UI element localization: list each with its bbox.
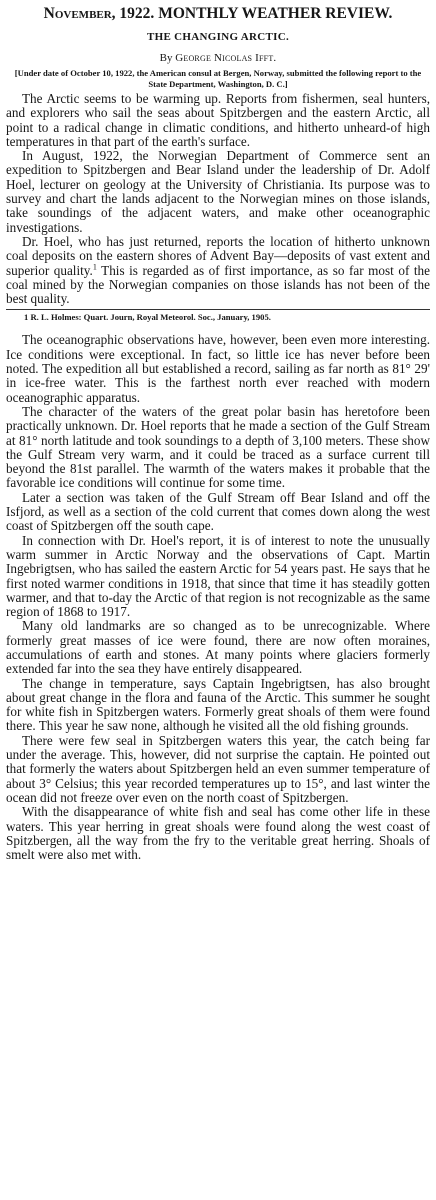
byline-prefix: By [159, 52, 173, 64]
running-header [6, 4, 430, 24]
footnote-divider [6, 309, 430, 310]
paragraph: With the disappearance of white fish and seal has come other life in these waters. This year herring in great shoals were found along the west coast of Spitzbergen, all the way from the fry to the veritable great herring. Shoals of smelt were also met with. [6, 804, 430, 863]
footnote-reference[interactable]: 1 [92, 262, 97, 272]
paragraph: In August, 1922, the Norwegian Department of Commerce sent an expedition to Spitzbergen and Bear Island under the leadership of Dr. Adolf Hoel, lecturer on geology at the University of Christiania. Its purpose was to survey and chart the lands adjacent to the Norwegian mines on those islands, take soundings of the adjacent waters, and make other oceanographic investigations. [6, 148, 430, 235]
paragraph: Many old landmarks are so changed as to be unrecognizable. Where formerly great masses of ice were found, there are now often moraines, accumulations of earth and stones. At many points where glaciers formerly extended far into the sea they have entirely disappeared. [6, 618, 430, 677]
paragraph-text: Dr. Hoel, who has just returned, reports the location of hitherto unknown coal deposits on the eastern shores of Advent Bay—deposits of vast extent and superior quality. [6, 233, 430, 278]
author-name: George Nicolas Ifft. [175, 52, 277, 64]
article-body-top [6, 92, 430, 306]
footnote: 1 R. L. Holmes: Quart. Journ, Royal Meteorol. Soc., January, 1905. [24, 312, 271, 323]
paragraph: There were few seal in Spitzbergen waters this year, the catch being far under the average. This, however, did not surprise the captain. He pointed out that formerly the waters about Spitzbergen held an even summer temperature of about 3° Celsius; this year recorded temperatures up to 15°, and last winter the ocean did not freeze over even on the north coast of Spitzbergen. [6, 732, 430, 805]
submission-note: [Under date of October 10, 1922, the American consul at Bergen, Norway, submitted the following report to the State Department, Washington, D. C.] [14, 68, 422, 89]
paragraph: The oceanographic observations have, however, been even more interesting. Ice conditions were exceptional. In fact, so little ice has never before been noted. The expedition all but established a record, sailing as far north as 81° 29' in ice-free water. This is the farthest north ever reached with modern oceanographic apparatus. [6, 332, 430, 405]
paragraph-text: This is regarded as of first importance, as so far most of the coal mined by the Norwegian companies on those islands has not been of the best quality. [6, 262, 430, 307]
byline [6, 51, 430, 65]
header-date: November, 1922. [43, 5, 155, 22]
paragraph: The character of the waters of the great polar basin has heretofore been practically unknown. Dr. Hoel reports that he made a section of the Gulf Stream at 81° north latitude and took soundings to a depth of 3,100 meters. These show the Gulf Stream very warm, and it could be traced as a surface current till beyond the 81st parallel. The warmth of the waters makes it probable that the favorable ice conditions will continue for some time. [6, 403, 430, 491]
paragraph: The change in temperature, says Captain Ingebrigtsen, has also brought about great change in the flora and fauna of the Arctic. This summer he sought for white fish in Spitzbergen waters. Formerly great shoals of them were found there. This year he saw none, although he visited all the old fishing grounds. [6, 675, 430, 734]
paragraph: In connection with Dr. Hoel's report, it is of interest to note the unusually warm summer in Arctic Norway and the observations of Capt. Martin Ingebrigtsen, who has sailed the eastern Arctic for 54 years past. He says that he first noted warmer conditions in 1918, that since that time it has steadily gotten warmer, and that to-day the Arctic of that region is not recognizable as the same region of 1868 to 1917. [6, 532, 430, 620]
article-body-bottom [6, 333, 430, 862]
article-title: THE CHANGING ARCTIC. [147, 31, 289, 43]
paragraph-with-footnote [6, 235, 430, 306]
paragraph: Later a section was taken of the Gulf Stream off Bear Island and off the Isfjord, as well as a section of the cold current that comes down along the west coast of Spitzbergen off the south cape. [6, 489, 430, 534]
paragraph: The Arctic seems to be warming up. Reports from fishermen, seal hunters, and explorers who sail the seas about Spitzbergen and the eastern Arctic, all point to a radical change in climatic conditions, and hitherto unheard-of high temperatures in that part of the earth's surface. [6, 91, 430, 149]
header-publication: MONTHLY WEATHER REVIEW. [158, 5, 393, 22]
